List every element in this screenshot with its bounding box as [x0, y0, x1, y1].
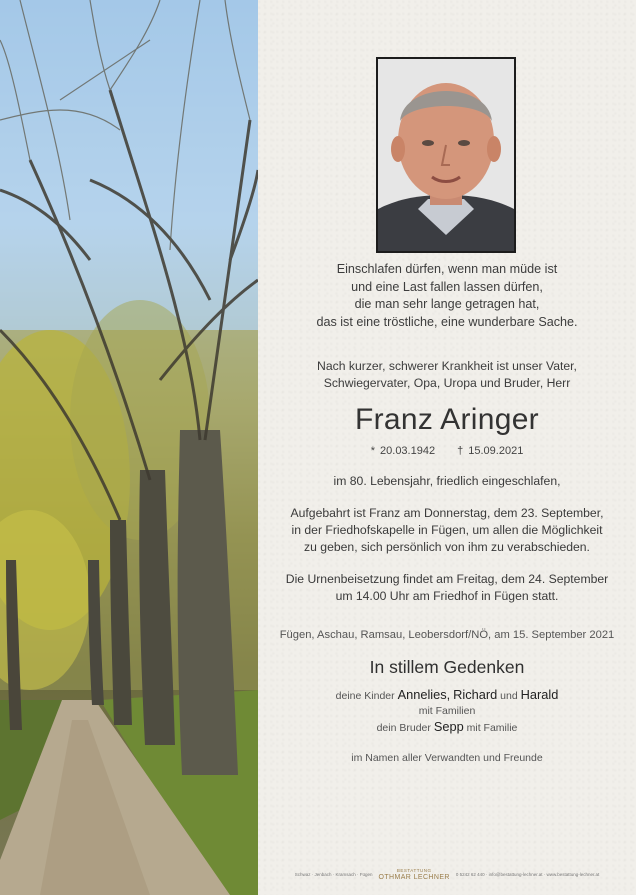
- mourners-brother: [258, 719, 636, 736]
- brand-top: BESTATTUNG: [396, 868, 432, 873]
- viewing-line: zu geben, sich persönlich von ihm zu verabschieden.: [304, 540, 590, 554]
- mourners-children: [258, 687, 636, 704]
- landscape-photo: [0, 0, 258, 895]
- funeral-home-logo: [379, 867, 450, 881]
- intro-line: Schwiegervater, Opa, Uropa und Bruder, Herr: [323, 375, 571, 390]
- memory-heading: In stillem Gedenken: [369, 657, 525, 677]
- poem: [258, 261, 636, 331]
- deceased-name: Franz Aringer: [355, 403, 539, 436]
- viewing-info: [258, 505, 636, 556]
- announcement-intro: [258, 358, 636, 392]
- child-name: Harald: [520, 687, 559, 702]
- portrait-photo: [376, 57, 516, 253]
- tree-alley-illustration: [0, 0, 258, 895]
- mourners-list: [258, 687, 636, 736]
- burial-info: [258, 571, 636, 605]
- death-date: † 15.09.2021: [457, 445, 524, 457]
- age-text: im 80. Lebensjahr, friedlich eingeschlafen,: [333, 474, 561, 488]
- brother-suffix: mit Familie: [466, 722, 518, 734]
- children-prefix: deine Kinder: [335, 690, 395, 702]
- relatives-and-friends: im Namen aller Verwandten und Freunde: [351, 752, 543, 764]
- poem-line: und eine Last fallen lassen dürfen,: [351, 279, 543, 294]
- portrait-illustration: [378, 59, 514, 251]
- footer-contact: 0 5242 62 440 · info@bestattung-lechner.at · www.bestattung-lechner.at: [455, 871, 600, 877]
- funeral-home-footer: [258, 864, 636, 884]
- poem-line: das ist eine tröstliche, eine wunderbare Sache.: [316, 314, 578, 329]
- brother-name: Sepp: [433, 719, 464, 734]
- burial-line: um 14.00 Uhr am Friedhof in Fügen statt.: [335, 589, 559, 603]
- children-families: mit Familien: [418, 705, 476, 717]
- viewing-line: Aufgebahrt ist Franz am Donnerstag, dem 23. September,: [290, 506, 604, 520]
- conjunction: und: [500, 690, 518, 702]
- life-dates: [258, 444, 636, 458]
- poem-line: die man sehr lange getragen hat,: [354, 297, 540, 312]
- brother-prefix: dein Bruder: [376, 722, 431, 734]
- burial-line: Die Urnenbeisetzung findet am Freitag, dem 24. September: [285, 572, 609, 586]
- viewing-line: in der Friedhofskapelle in Fügen, um allen die Möglichkeit: [291, 523, 603, 537]
- brand-name: OTHMAR LECHNER: [378, 874, 450, 881]
- child-name: Annelies: [397, 687, 447, 702]
- place-and-date: Fügen, Aschau, Ramsau, Leobersdorf/NÖ, am 15. September 2021: [279, 629, 615, 641]
- poem-line: Einschlafen dürfen, wenn man müde ist: [336, 262, 558, 276]
- child-name: Richard: [453, 687, 498, 702]
- intro-line: Nach kurzer, schwerer Krankheit ist unser Vater,: [317, 359, 577, 373]
- footer-locations: Schwaz · Jenbach · Kramsach · Fügen: [294, 871, 373, 877]
- separator: ,: [446, 687, 451, 702]
- birth-date: * 20.03.1942: [370, 445, 436, 457]
